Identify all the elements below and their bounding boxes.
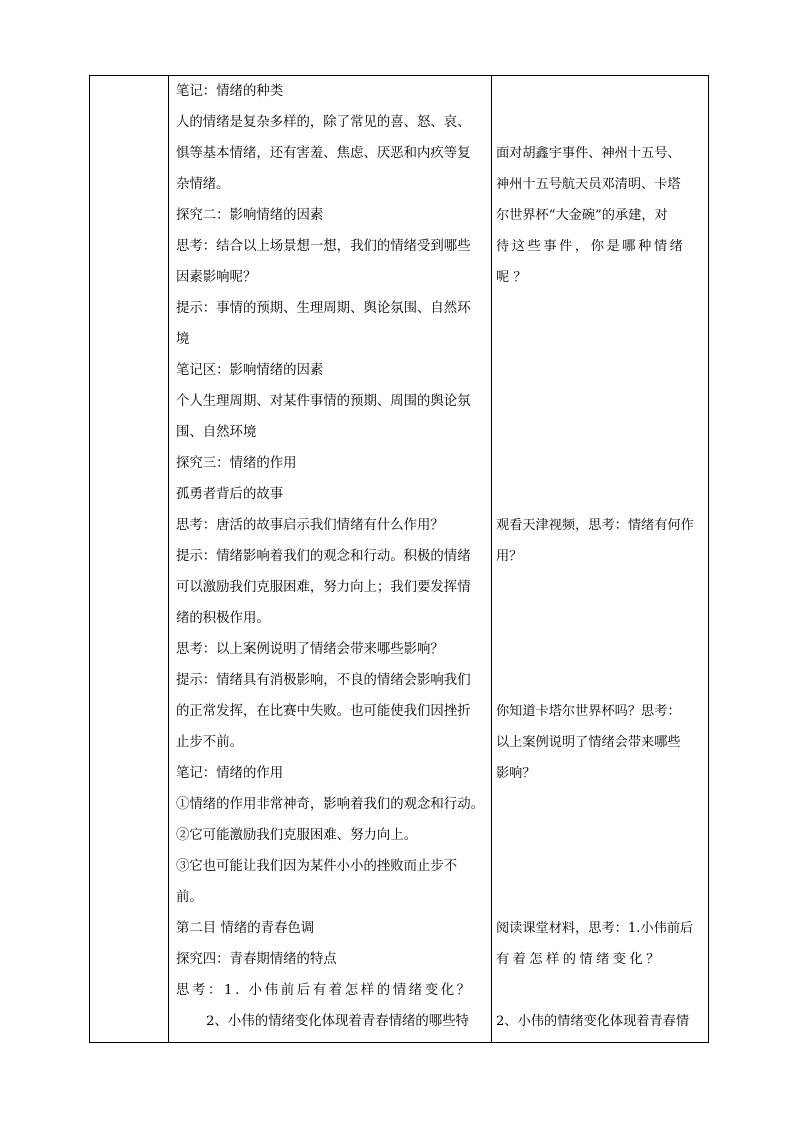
activity-line: 以上案例说明了情绪会带来哪些 bbox=[496, 735, 681, 750]
hint-line: 的正常发挥，在比赛中失败。也可能使我们因挫折 bbox=[176, 704, 471, 719]
column-divider bbox=[491, 76, 492, 1042]
activity-line: 面对胡鑫宇事件、神州十五号、 bbox=[496, 146, 681, 161]
activity-line: 2、小伟的情绪变化体现着青春情 bbox=[496, 1014, 690, 1029]
note-heading: 笔记：情绪的种类 bbox=[176, 84, 284, 99]
note-heading: 笔记区：影响情绪的因素 bbox=[176, 363, 324, 378]
paragraph-line: 个人生理周期、对某件事情的预期、周围的舆论氛 bbox=[176, 394, 471, 409]
question-line: 思考：结合以上场景想一想，我们的情绪受到哪些 bbox=[176, 239, 471, 254]
activity-line: 影响？ bbox=[496, 766, 536, 781]
list-item: ①情绪的作用非常神奇，影响着我们的观念和行动。 bbox=[176, 797, 484, 812]
question-line: 2、小伟的情绪变化体现着青春情绪的哪些特 bbox=[206, 1014, 469, 1029]
activity-line: 观看天津视频，思考：情绪有何作 bbox=[496, 518, 694, 533]
hint-line: 提示：情绪具有消极影响，不良的情绪会影响我们 bbox=[176, 673, 471, 688]
activity-line: 有着怎样的情绪变化？ bbox=[496, 952, 663, 967]
activity-line: 待这些事件，你是哪种情绪 bbox=[496, 239, 686, 254]
question-line: 思考：以上案例说明了情绪会带来哪些影响？ bbox=[176, 642, 444, 657]
activity-line: 呢 ？ bbox=[496, 270, 527, 285]
section-heading: 探究二：影响情绪的因素 bbox=[176, 208, 324, 223]
list-item: ②它可能激励我们克服困难、努力向上。 bbox=[176, 828, 418, 843]
paragraph-line: 杂情绪。 bbox=[176, 177, 230, 192]
subsection-heading: 第二目 情绪的青春色调 bbox=[176, 921, 315, 936]
hint-line: 止步不前。 bbox=[176, 735, 243, 750]
question-line: 思考：唐活的故事启示我们情绪有什么作用？ bbox=[176, 518, 444, 533]
question-line: 因素影响呢？ bbox=[176, 270, 257, 285]
hint-line: 提示：情绪影响着我们的观念和行动。积极的情绪 bbox=[176, 549, 471, 564]
activity-line: 神州十五号航天员邓清明、卡塔 bbox=[496, 177, 681, 192]
paragraph-line: 惧等基本情绪，还有害羞、焦虑、厌恶和内疚等复 bbox=[176, 146, 471, 161]
activity-line: 用？ bbox=[496, 549, 523, 564]
lesson-table bbox=[89, 75, 709, 1043]
list-item: 前。 bbox=[176, 890, 203, 905]
hint-line: 境 bbox=[176, 332, 190, 347]
paragraph-line: 围、自然环境 bbox=[176, 425, 257, 440]
hint-line: 绪的积极作用。 bbox=[176, 611, 270, 626]
paragraph-line: 人的情绪是复杂多样的，除了常见的喜、怒、哀、 bbox=[176, 115, 471, 130]
hint-line: 提示：事情的预期、生理周期、舆论氛围、自然环 bbox=[176, 301, 471, 316]
list-item: ③它也可能让我们因为某件小小的挫败而止步不 bbox=[176, 859, 458, 874]
section-heading: 探究四：青春期情绪的特点 bbox=[176, 952, 337, 967]
column-divider bbox=[168, 76, 169, 1042]
activity-line: 你知道卡塔尔世界杯吗？思考： bbox=[496, 704, 681, 719]
activity-line: 尔世界杯“大金碗”的承建，对 bbox=[496, 208, 668, 223]
hint-line: 可以激励我们克服困难，努力向上；我们要发挥情 bbox=[176, 580, 471, 595]
note-heading: 笔记：情绪的作用 bbox=[176, 766, 284, 781]
question-line: 思考：1. 小伟前后有着怎样的情绪变化？ bbox=[176, 983, 473, 998]
story-title: 孤勇者背后的故事 bbox=[176, 487, 284, 502]
activity-line: 阅读课堂材料，思考：1.小伟前后 bbox=[496, 921, 694, 936]
section-heading: 探究三：情绪的作用 bbox=[176, 456, 297, 471]
